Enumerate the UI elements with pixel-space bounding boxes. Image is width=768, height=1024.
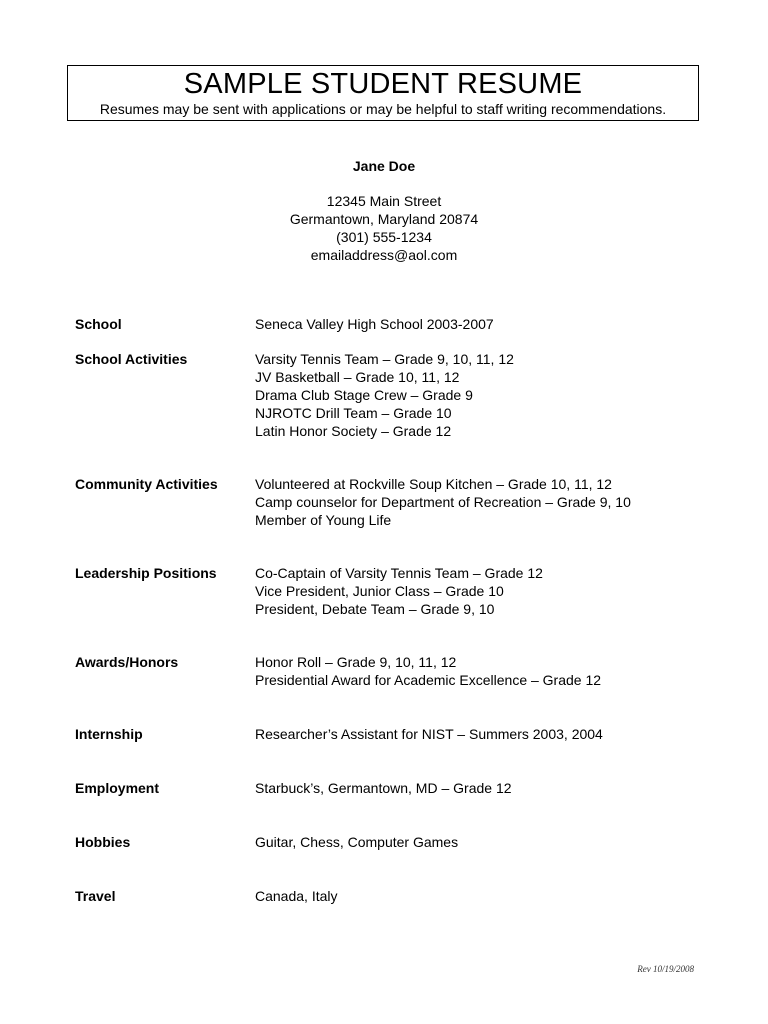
section-item: Seneca Valley High School 2003-2007	[255, 316, 494, 332]
section-item: Researcher’s Assistant for NIST – Summers 2003, 2004	[255, 726, 603, 742]
section-label: Internship	[75, 726, 143, 742]
section-item: Co-Captain of Varsity Tennis Team – Grade 12	[255, 565, 543, 581]
section-items	[255, 887, 715, 905]
section-item: Honor Roll – Grade 9, 10, 11, 12	[255, 654, 457, 670]
page-title: SAMPLE STUDENT RESUME	[183, 68, 583, 100]
section-item: Varsity Tennis Team – Grade 9, 10, 11, 12	[255, 351, 514, 367]
resume-header-box	[67, 65, 699, 121]
section-items	[255, 350, 715, 440]
section-label: Awards/Honors	[75, 654, 179, 670]
section-items	[255, 475, 715, 529]
page-subtitle: Resumes may be sent with applications or may be helpful to staff writing recommendations.	[99, 101, 667, 117]
section-item: Vice President, Junior Class – Grade 10	[255, 583, 504, 599]
section-items	[255, 564, 715, 618]
section-label: Community Activities	[75, 476, 218, 492]
section-item: Volunteered at Rockville Soup Kitchen – Grade 10, 11, 12	[255, 476, 612, 492]
section-item: Member of Young Life	[255, 512, 392, 528]
contact-block	[0, 156, 768, 264]
section-label: Travel	[75, 888, 116, 904]
section-items	[255, 833, 715, 851]
section-item: Presidential Award for Academic Excellence – Grade 12	[255, 672, 602, 688]
address-city: Germantown, Maryland 20874	[289, 211, 479, 227]
section-item: JV Basketball – Grade 10, 11, 12	[255, 369, 460, 385]
section-items	[255, 779, 715, 797]
section-label: Hobbies	[75, 834, 131, 850]
section-label: School	[75, 316, 122, 332]
section-items	[255, 653, 715, 689]
section-items	[255, 725, 715, 743]
section-item: President, Debate Team – Grade 9, 10	[255, 601, 495, 617]
section-item: Camp counselor for Department of Recreation – Grade 9, 10	[255, 494, 631, 510]
phone-number: (301) 555-1234	[336, 229, 432, 245]
section-item: Latin Honor Society – Grade 12	[255, 423, 452, 439]
section-items	[255, 315, 715, 333]
email-address: emailaddress@aol.com	[310, 247, 458, 263]
applicant-name: Jane Doe	[352, 158, 416, 174]
section-item: Canada, Italy	[255, 888, 338, 904]
address-street: 12345 Main Street	[326, 193, 442, 209]
section-item: Drama Club Stage Crew – Grade 9	[255, 387, 473, 403]
section-item: Starbuck’s, Germantown, MD – Grade 12	[255, 780, 512, 796]
section-item: Guitar, Chess, Computer Games	[255, 834, 459, 850]
section-label: Employment	[75, 780, 160, 796]
revision-note: Rev 10/19/2008	[637, 964, 694, 974]
section-label: Leadership Positions	[75, 565, 217, 581]
section-item: NJROTC Drill Team – Grade 10	[255, 405, 452, 421]
section-label: School Activities	[75, 351, 188, 367]
